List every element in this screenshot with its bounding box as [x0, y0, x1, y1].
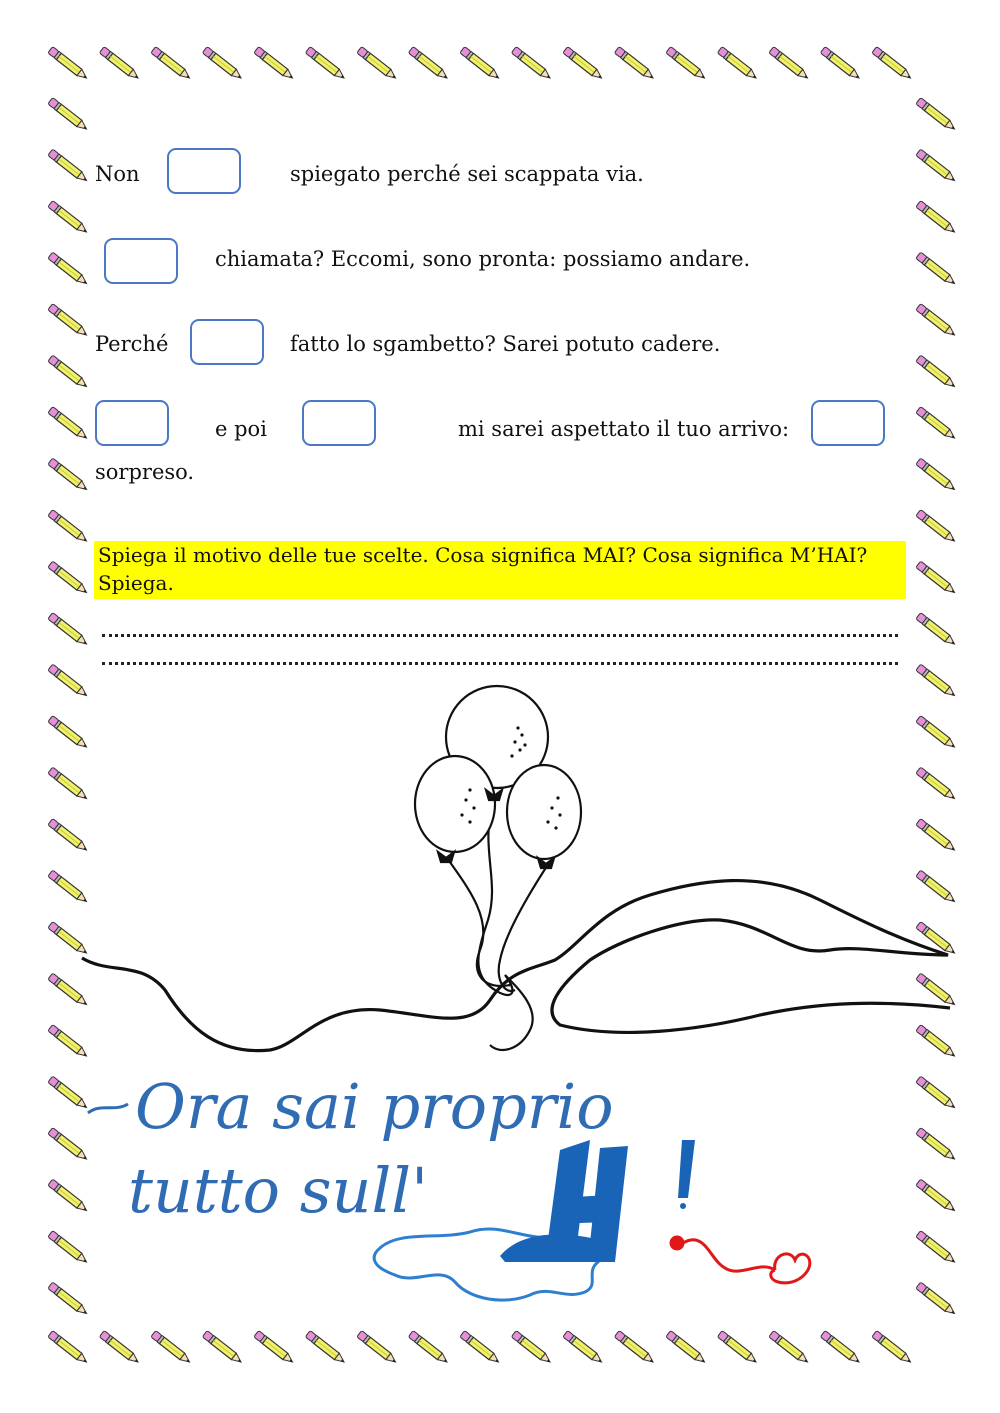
- heart-icon: [671, 1237, 810, 1283]
- exclamation-mark: [678, 1140, 695, 1209]
- handwriting-line-1: Ora sai proprio: [135, 1070, 614, 1143]
- handwriting-line-2: tutto sull': [128, 1154, 429, 1227]
- sentence-4-final: sorpreso.: [95, 460, 195, 484]
- sentence-3-end: fatto lo sgambetto? Sarei potuto cadere.: [290, 332, 721, 356]
- sentence-1-start: Non: [95, 162, 140, 186]
- sentence-1-end: spiegato perché sei scappata via.: [290, 162, 644, 186]
- sentence-3-start: Perché: [95, 332, 169, 356]
- task-line-2: Spiega.: [98, 571, 174, 595]
- letter-h-drawing: [500, 1140, 628, 1262]
- sentence-4-middle: e poi: [215, 417, 267, 441]
- sentence-4-end: mi sarei aspettato il tuo arrivo:: [458, 417, 790, 441]
- hill-line: [82, 881, 950, 1051]
- sentence-2-end: chiamata? Eccomi, sono pronta: possiamo andare.: [215, 247, 751, 271]
- task-line-1: Spiega il motivo delle tue scelte. Cosa significa MAI? Cosa significa M’HAI?: [98, 543, 868, 567]
